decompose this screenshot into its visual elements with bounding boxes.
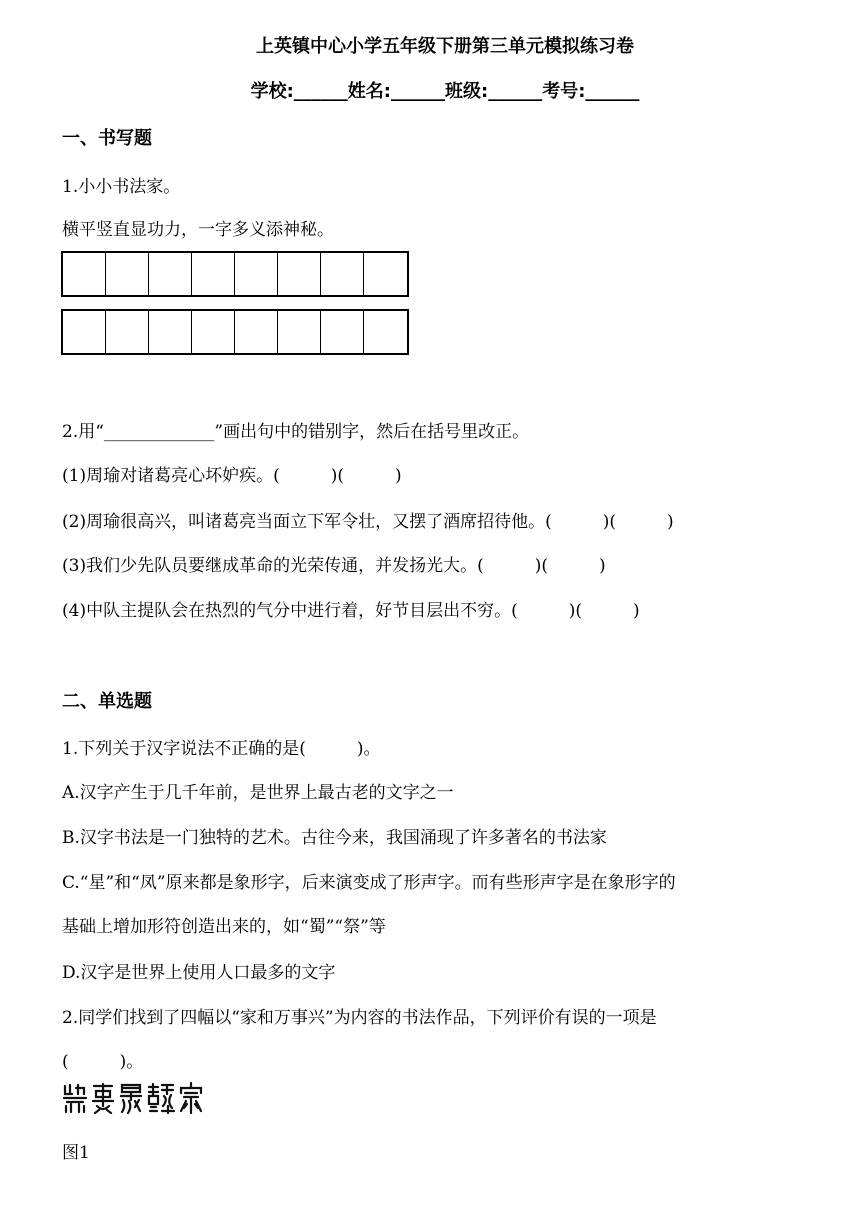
option-d: D.汉字是世界上使用人口最多的文字	[62, 963, 336, 983]
writing-cell[interactable]	[278, 253, 321, 295]
seal-char-icon	[90, 1082, 116, 1114]
option-c-continued: 基础上增加形符创造出来的，如“蜀”“祭”等	[62, 917, 386, 937]
writing-cell[interactable]	[278, 311, 321, 353]
option-a: A.汉字产生于几千年前，是世界上最古老的文字之一	[62, 783, 454, 803]
writing-cell[interactable]	[149, 253, 192, 295]
question-item: (3)我们少先队员要继成革命的光荣传通，并发扬光大。( )( )	[62, 556, 606, 576]
section1-q1-text: 横平竖直显功力，一字多义添神秘。	[62, 220, 334, 240]
option-b: B.汉字书法是一门独特的艺术。古往今来，我国涌现了许多著名的书法家	[62, 828, 607, 848]
writing-cell[interactable]	[321, 311, 364, 353]
figure-caption: 图1	[62, 1143, 90, 1163]
page-title: 上英镇中心小学五年级下册第三单元模拟练习卷	[256, 36, 634, 57]
section2-heading: 二、单选题	[62, 691, 152, 712]
writing-cell[interactable]	[364, 311, 407, 353]
writing-grid-row-2[interactable]	[61, 309, 409, 355]
writing-cell[interactable]	[106, 311, 149, 353]
section1-q2-label: 2.用“_____________”画出句中的错别字，然后在括号里改正。	[62, 422, 530, 442]
writing-cell[interactable]	[106, 253, 149, 295]
writing-cell[interactable]	[321, 253, 364, 295]
writing-cell[interactable]	[63, 253, 106, 295]
option-c: C.“星”和“凤”原来都是象形字，后来演变成了形声字。而有些形声字是在象形字的	[62, 873, 676, 893]
writing-cell[interactable]	[63, 311, 106, 353]
section2-q2-stem: 2.同学们找到了四幅以“家和万事兴”为内容的书法作品，下列评价有误的一项是	[62, 1008, 657, 1028]
section2-q1-stem: 1.下列关于汉字说法不正确的是( )。	[62, 739, 381, 759]
writing-cell[interactable]	[192, 253, 235, 295]
seal-char-icon	[62, 1082, 88, 1114]
seal-script-calligraphy-icon	[62, 1082, 204, 1114]
seal-char-icon	[146, 1082, 176, 1114]
question-item: (4)中队主提队会在热烈的气分中进行着，好节目层出不穷。( )( )	[62, 601, 640, 621]
section1-q1-label: 1.小小书法家。	[62, 177, 181, 197]
writing-cell[interactable]	[192, 311, 235, 353]
seal-char-icon	[178, 1082, 204, 1114]
section1-heading: 一、书写题	[62, 128, 152, 149]
writing-grid-row-1[interactable]	[61, 251, 409, 297]
writing-cell[interactable]	[235, 253, 278, 295]
question-item: (2)周瑜很高兴，叫诸葛亮当面立下军令壮，又摆了酒席招待他。( )( )	[62, 512, 674, 532]
question-item: (1)周瑜对诸葛亮心坏妒疾。( )( )	[62, 466, 402, 486]
student-info-line: 学校:______姓名:______班级:______考号:______	[250, 81, 640, 102]
writing-cell[interactable]	[149, 311, 192, 353]
writing-cell[interactable]	[364, 253, 407, 295]
writing-cell[interactable]	[235, 311, 278, 353]
section2-q2-stem-continued: ( )。	[62, 1052, 144, 1072]
seal-char-icon	[118, 1082, 144, 1114]
